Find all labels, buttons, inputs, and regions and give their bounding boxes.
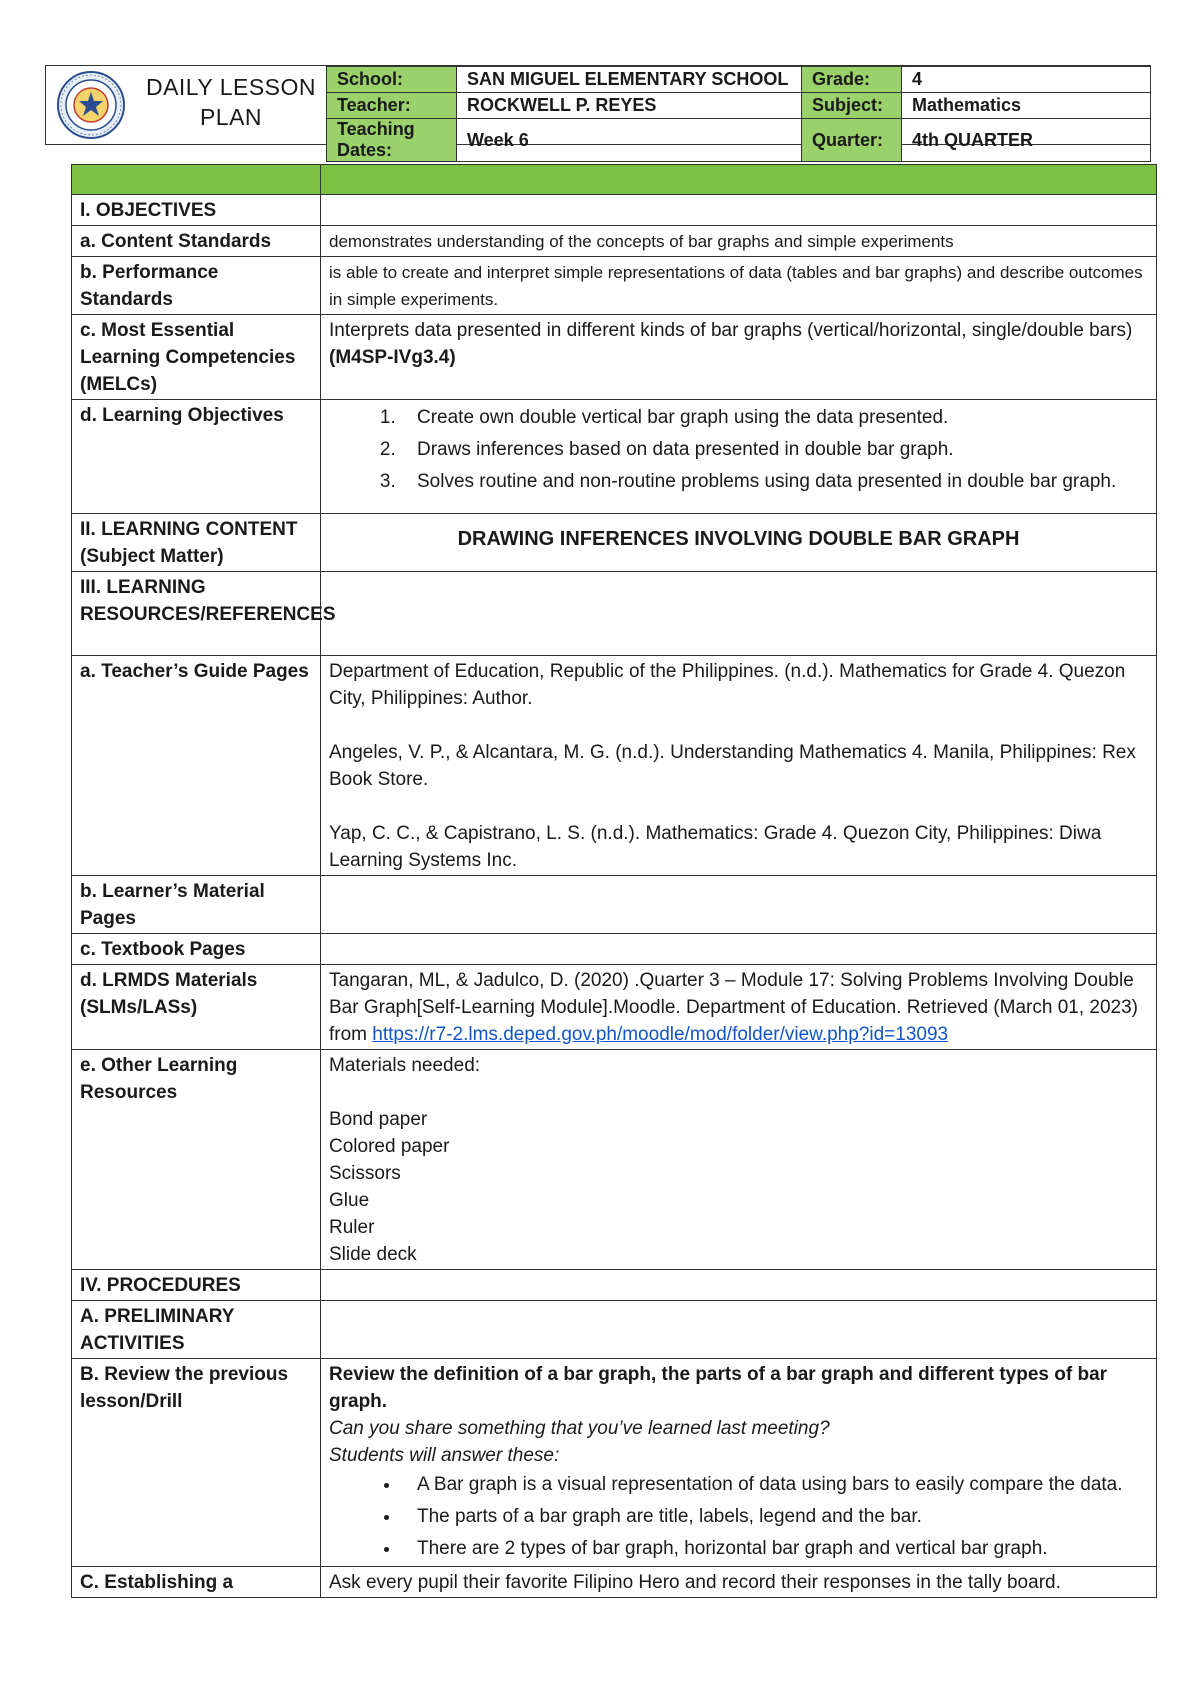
teacher-value: ROCKWELL P. REYES <box>457 93 802 119</box>
lesson-plan-table <box>71 164 1157 1598</box>
table-row <box>72 1567 1157 1598</box>
lesson-plan-header <box>45 65 1151 160</box>
tg-label: a. Teacher’s Guide Pages <box>72 656 321 876</box>
lrmds-label: d. LRMDS Materials (SLMs/LASs) <box>72 965 321 1050</box>
school-value: SAN MIGUEL ELEMENTARY SCHOOL <box>457 67 802 93</box>
tg-value <box>321 656 1157 876</box>
lrmds-text: Tangaran, ML, & Jadulco, D. (2020) .Quarter 3 – Module 17: Solving Problems Involving Double Bar Graph[Self-Learning Module].Moodle. Department of Education. Retrieved (March 01, 2023) from <box>329 970 1138 1045</box>
dates-value: Week 6 <box>457 119 802 162</box>
info-table <box>326 66 1151 162</box>
performance-label: b. Performance Standards <box>72 257 321 315</box>
review-value <box>321 1359 1157 1567</box>
table-row <box>72 965 1157 1050</box>
preliminary-label: A. PRELIMINARY ACTIVITIES <box>72 1301 321 1359</box>
quarter-label: Quarter: <box>802 119 902 162</box>
grade-label: Grade: <box>802 67 902 93</box>
table-row <box>72 1359 1157 1567</box>
subject-label: Subject: <box>802 93 902 119</box>
content-standards-label: a. Content Standards <box>72 226 321 257</box>
list-item: Ruler <box>329 1217 375 1238</box>
table-row <box>72 514 1157 572</box>
materials-heading: Materials needed: <box>329 1055 481 1076</box>
establishing-label: C. Establishing a <box>72 1567 321 1598</box>
table-row <box>72 1301 1157 1359</box>
list-item: • A Bar graph is a visual representation of data using bars to easily compare the data. <box>401 1469 1148 1501</box>
deped-seal-icon <box>56 70 126 140</box>
establishing-value: Ask every pupil their favorite Filipino Hero and record their responses in the tally board. <box>321 1567 1157 1598</box>
header-band <box>72 165 1157 195</box>
other-resources-value <box>321 1050 1157 1270</box>
review-heading: Review the definition of a bar graph, the parts of a bar graph and different types of bar graph. <box>329 1364 1108 1412</box>
list-item: • The parts of a bar graph are title, labels, legend and the bar. <box>401 1501 1148 1533</box>
review-answers <box>329 1469 1148 1565</box>
table-row <box>72 400 1157 514</box>
melcs-text: Interprets data presented in different kinds of bar graphs (vertical/horizontal, single/double bars) <box>329 320 1133 341</box>
learning-content-label: II. LEARNING CONTENT (Subject Matter) <box>72 514 321 572</box>
table-row <box>72 572 1157 656</box>
table-row <box>72 1050 1157 1270</box>
list-item: Slide deck <box>329 1244 417 1265</box>
list-item: Colored paper <box>329 1136 450 1157</box>
learning-objectives-value <box>321 400 1157 514</box>
lrmds-value <box>321 965 1157 1050</box>
objectives-label: I. OBJECTIVES <box>72 195 321 226</box>
school-label: School: <box>327 67 457 93</box>
textbook-label: c. Textbook Pages <box>72 934 321 965</box>
quarter-value: 4th QUARTER <box>902 119 1151 162</box>
procedures-label: IV. PROCEDURES <box>72 1270 321 1301</box>
review-question: Can you share something that you’ve learned last meeting? <box>329 1418 830 1439</box>
reference-item: Yap, C. C., & Capistrano, L. S. (n.d.). Mathematics: Grade 4. Quezon City, Philippines: Diwa Learning Systems Inc. <box>329 823 1102 871</box>
table-row <box>72 226 1157 257</box>
resources-label: III. LEARNING RESOURCES/REFERENCES <box>72 572 321 656</box>
review-label: B. Review the previous lesson/Drill <box>72 1359 321 1567</box>
objectives-list <box>329 402 1148 498</box>
table-row <box>72 195 1157 226</box>
table-row <box>72 315 1157 400</box>
reference-item: Department of Education, Republic of the Philippines. (n.d.). Mathematics for Grade 4. Quezon City, Philippines: Author. <box>329 661 1126 709</box>
table-row <box>72 257 1157 315</box>
other-resources-label: e. Other Learning Resources <box>72 1050 321 1270</box>
document-title: DAILY LESSON PLAN <box>145 74 317 130</box>
learning-content-value: DRAWING INFERENCES INVOLVING DOUBLE BAR GRAPH <box>321 514 1157 572</box>
list-item: 3. Solves routine and non-routine problems using data presented in double bar graph. <box>401 466 1148 498</box>
reference-item: Angeles, V. P., & Alcantara, M. G. (n.d.). Understanding Mathematics 4. Manila, Philippines: Rex Book Store. <box>329 742 1136 790</box>
table-row <box>72 934 1157 965</box>
list-item: Scissors <box>329 1163 401 1184</box>
list-item: 1. Create own double vertical bar graph using the data presented. <box>401 402 1148 434</box>
melcs-value <box>321 315 1157 400</box>
performance-value: is able to create and interpret simple representations of data (tables and bar graphs) and describe outcomes in simple experiments. <box>321 257 1157 315</box>
table-row <box>72 656 1157 876</box>
melcs-label: c. Most Essential Learning Competencies (MELCs) <box>72 315 321 400</box>
logo-cell <box>46 66 326 144</box>
learning-objectives-label: d. Learning Objectives <box>72 400 321 514</box>
content-standards-value: demonstrates understanding of the concepts of bar graphs and simple experiments <box>321 226 1157 257</box>
dates-label: Teaching Dates: <box>327 119 457 162</box>
review-prompt: Students will answer these: <box>329 1445 560 1466</box>
subject-value: Mathematics <box>902 93 1151 119</box>
teacher-label: Teacher: <box>327 93 457 119</box>
list-item: • There are 2 types of bar graph, horizontal bar graph and vertical bar graph. <box>401 1533 1148 1565</box>
list-item: Glue <box>329 1190 370 1211</box>
lm-label: b. Learner’s Material Pages <box>72 876 321 934</box>
list-item: 2. Draws inferences based on data presented in double bar graph. <box>401 434 1148 466</box>
list-item: Bond paper <box>329 1109 428 1130</box>
melcs-code: (M4SP-IVg3.4) <box>329 347 456 368</box>
lrmds-link[interactable]: https://r7-2.lms.deped.gov.ph/moodle/mod/folder/view.php?id=13093 <box>372 1024 949 1045</box>
grade-value: 4 <box>902 67 1151 93</box>
table-row <box>72 1270 1157 1301</box>
table-row <box>72 876 1157 934</box>
